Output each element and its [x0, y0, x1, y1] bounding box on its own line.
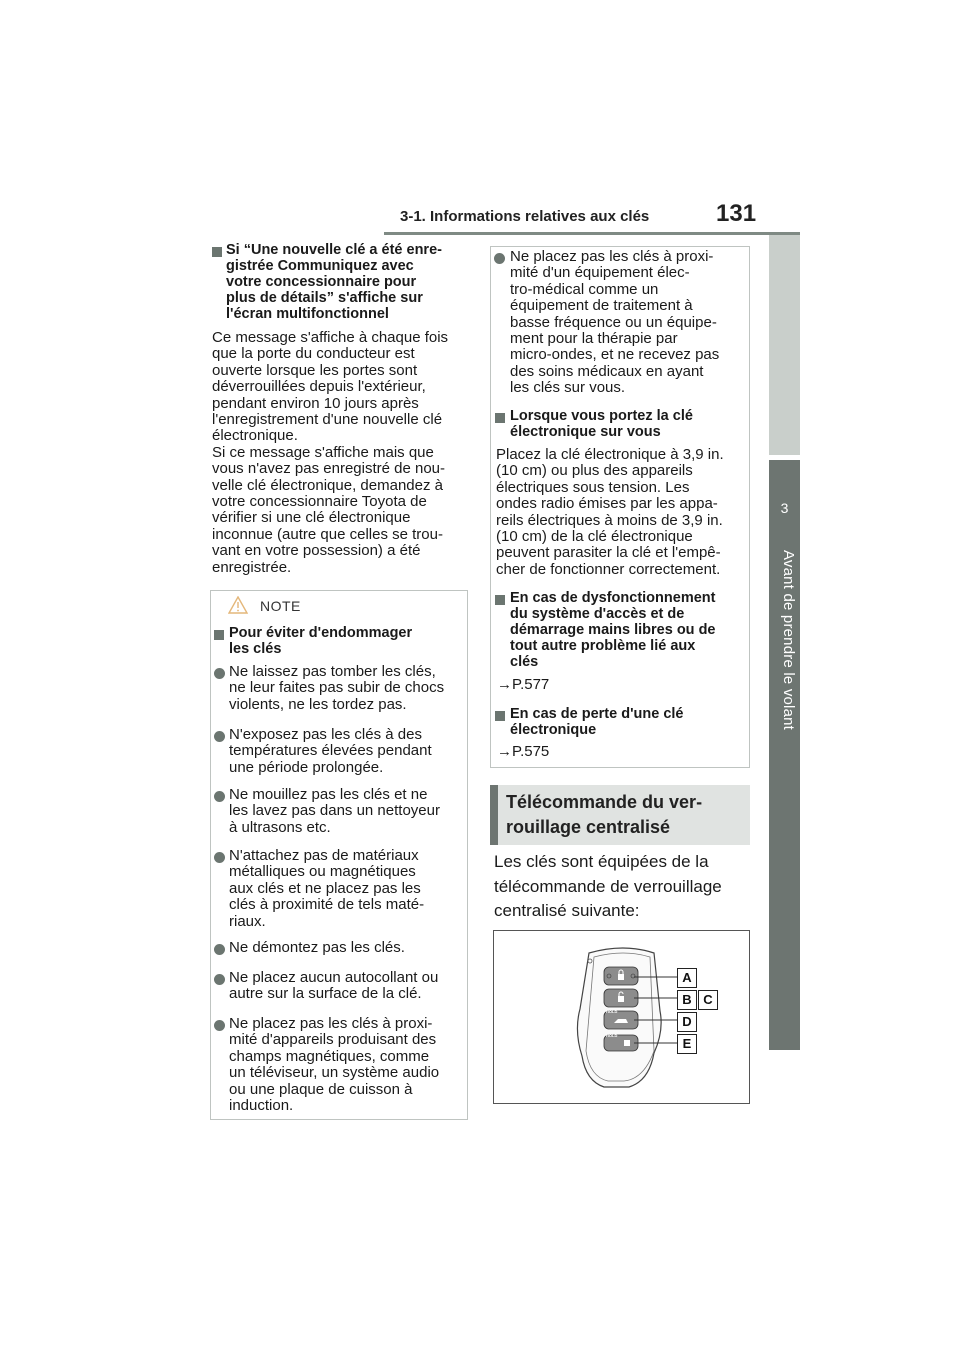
page-reference: →P.575	[497, 743, 550, 760]
heading-line: du système d'accès et de	[510, 606, 685, 622]
callout-label: D	[677, 1012, 697, 1032]
callout-label: B	[677, 990, 697, 1010]
chapter-number: 3	[780, 500, 789, 516]
note-item	[229, 940, 467, 956]
section-intro	[494, 850, 750, 924]
note-line: ne leur faites pas subir de chocs	[229, 679, 445, 697]
note-line: mité d'appareils produisant des	[229, 1031, 437, 1049]
heading-line: électronique	[510, 722, 597, 738]
note-line: ou une plaque de cuisson à	[229, 1080, 413, 1098]
body-line: inconnue (autre que celles se trou-	[212, 525, 443, 543]
heading-square-icon	[214, 630, 224, 640]
right-heading-4	[510, 706, 745, 738]
right-line: basse fréquence ou un équipe-	[510, 313, 717, 331]
note-heading	[229, 625, 464, 657]
heading-line: l'écran multifonctionnel	[226, 306, 389, 322]
note-line: riaux.	[229, 912, 266, 930]
bullet-icon	[214, 944, 225, 955]
note-line: métalliques ou magnétiques	[229, 863, 416, 881]
intro-line: centralisé suivante:	[494, 901, 640, 920]
note-line: clés à proximité de tels maté-	[229, 896, 425, 914]
bullet-icon	[214, 852, 225, 863]
section-title-line: Télécommande du ver-	[506, 792, 703, 812]
right-line: Ne placez pas les clés à proxi-	[510, 248, 714, 265]
right-line: tro-médical comme un	[510, 280, 659, 298]
note-line: Ne placez pas les clés à proxi-	[229, 1015, 433, 1032]
right-line: (10 cm) de la clé électronique	[496, 528, 693, 546]
body-line: vérifier si une clé électronique	[212, 509, 411, 527]
note-line: à ultrasons etc.	[229, 818, 331, 836]
note-line: une période prolongée.	[229, 758, 384, 776]
body-line: l'enregistrement d'une nouvelle clé	[212, 411, 443, 429]
right-item-1	[510, 249, 748, 397]
note-line: Ne placez aucun autocollant ou	[229, 969, 439, 986]
bullet-icon	[214, 731, 225, 742]
heading-line: électronique sur vous	[510, 424, 661, 440]
bullet-icon	[214, 791, 225, 802]
right-line: Placez la clé électronique à 3,9 in.	[496, 446, 724, 463]
section-header-title: 3-1. Informations relatives aux clés	[400, 208, 650, 225]
heading-line: En cas de perte d'une clé	[510, 706, 684, 722]
note-item	[229, 787, 467, 836]
heading-line: votre concessionnaire pour	[226, 274, 417, 290]
callout-label: C	[698, 990, 718, 1010]
section-title	[506, 790, 746, 840]
right-line: des soins médicaux en ayant	[510, 362, 704, 380]
heading-line: tout autre problème lié aux	[510, 638, 696, 654]
note-item	[229, 1016, 467, 1114]
body-line: électronique.	[212, 427, 298, 445]
right-line: électriques sous tension. Les	[496, 478, 690, 496]
heading-square-icon	[495, 595, 505, 605]
right-line: ondes radio émises par les appa-	[496, 495, 718, 513]
body-line: vant en votre possession) a été	[212, 542, 421, 560]
right-body-2	[496, 447, 750, 578]
intro-line: télécommande de verrouillage	[494, 876, 722, 896]
heading-line: démarrage mains libres ou de	[510, 622, 716, 638]
bullet-icon	[494, 253, 505, 264]
note-label: NOTE	[260, 598, 301, 614]
heading-line: clés	[510, 654, 539, 670]
hold-text: HOLD	[606, 1009, 618, 1014]
note-line: températures élevées pendant	[229, 742, 432, 760]
note-line: N'exposez pas les clés à des	[229, 726, 422, 743]
body-line: velle clé électronique, demandez à	[212, 476, 443, 494]
heading-line: Si “Une nouvelle clé a été enre-	[226, 242, 442, 258]
callout-label: A	[677, 968, 697, 988]
section-title-stripe	[490, 785, 498, 845]
heading-line: plus de détails” s'affiche sur	[226, 290, 423, 306]
body-line: ouverte lorsque les portes sont	[212, 361, 418, 379]
heading-line: Pour éviter d'endommager	[229, 625, 413, 641]
left-body-text	[212, 330, 470, 576]
page-number: 131	[716, 200, 757, 227]
right-heading-3	[510, 590, 745, 670]
heading-line: les clés	[229, 641, 282, 657]
note-line: N'attachez pas de matériaux	[229, 847, 419, 864]
note-line: Ne mouillez pas les clés et ne	[229, 786, 428, 803]
right-line: micro-ondes, et ne recevez pas	[510, 346, 720, 364]
right-line: les clés sur vous.	[510, 379, 626, 397]
callout-label: E	[677, 1034, 697, 1054]
warning-triangle-icon	[228, 596, 248, 614]
right-line: équipement de traitement à	[510, 297, 693, 315]
note-line: induction.	[229, 1097, 294, 1115]
body-line: Ce message s'affiche à chaque fois	[212, 329, 449, 346]
key-figure	[493, 930, 750, 1104]
body-line: déverrouillées depuis l'extérieur,	[212, 378, 426, 396]
chapter-title: Avant de prendre le volant	[780, 550, 797, 731]
bullet-icon	[214, 974, 225, 985]
note-item	[229, 848, 467, 930]
right-line: ment pour la thérapie par	[510, 330, 678, 348]
bullet-icon	[214, 668, 225, 679]
body-line: que la porte du conducteur est	[212, 345, 415, 363]
note-line: aux clés et ne placez pas les	[229, 879, 421, 897]
right-line: (10 cm) ou plus des appareils	[496, 462, 693, 480]
bullet-icon	[214, 1020, 225, 1031]
right-line: cher de fonctionner correctement.	[496, 560, 721, 578]
note-item	[229, 727, 467, 776]
heading-line: Lorsque vous portez la clé	[510, 408, 693, 424]
body-line: Si ce message s'affiche mais que	[212, 443, 434, 461]
note-line: Ne démontez pas les clés.	[229, 939, 405, 956]
body-line: votre concessionnaire Toyota de	[212, 493, 427, 511]
body-line: enregistrée.	[212, 558, 292, 576]
note-line: autre sur la surface de la clé.	[229, 985, 422, 1003]
heading-line: En cas de dysfonctionnement	[510, 590, 716, 606]
side-tab-upper	[769, 235, 800, 455]
note-line: champs magnétiques, comme	[229, 1047, 430, 1065]
heading-square-icon	[495, 413, 505, 423]
electronic-key-illustration	[494, 931, 749, 1103]
right-heading-2	[510, 408, 745, 440]
intro-line: Les clés sont équipées de la	[494, 852, 709, 871]
heading-square-icon	[212, 247, 222, 257]
note-item	[229, 970, 467, 1003]
right-line: peuvent parasiter la clé et l'empê-	[496, 544, 721, 562]
note-line: les lavez pas dans un nettoyeur	[229, 802, 440, 820]
note-line: un téléviseur, un système audio	[229, 1064, 440, 1082]
right-line: reils électriques à moins de 3,9 in.	[496, 511, 723, 529]
page-reference: →P.577	[497, 676, 550, 693]
note-line: Ne laissez pas tomber les clés,	[229, 663, 436, 680]
heading-square-icon	[495, 711, 505, 721]
note-line: violents, ne les tordez pas.	[229, 695, 407, 713]
body-line: vous n'avez pas enregistré de nou-	[212, 460, 446, 478]
heading-line: gistrée Communiquez avec	[226, 258, 414, 274]
hold-text: HOLD	[606, 1033, 618, 1038]
left-heading	[226, 242, 471, 322]
note-item	[229, 664, 467, 713]
right-line: mité d'un équipement élec-	[510, 264, 690, 282]
body-line: pendant environ 10 jours après	[212, 394, 419, 412]
header-rule	[384, 232, 800, 235]
section-title-line: rouillage centralisé	[506, 817, 671, 837]
